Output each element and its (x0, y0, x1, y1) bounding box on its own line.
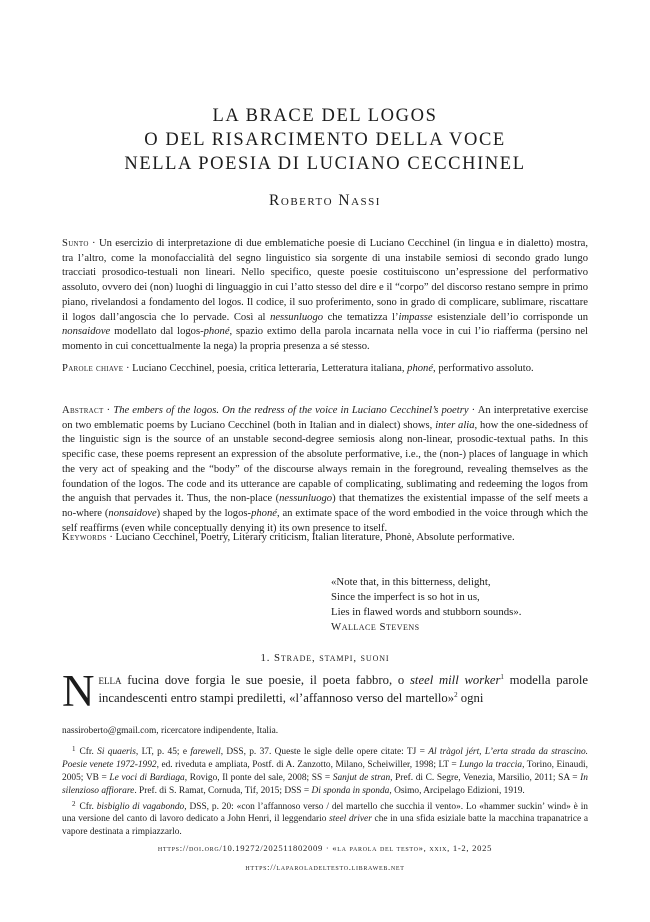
epigraph (331, 575, 521, 635)
footnotes (62, 725, 588, 839)
keywords-label: Keywords (62, 532, 107, 543)
footnote-1-number: 1 (72, 744, 76, 753)
fn1-i5: Le voci di Bardiaga (109, 772, 185, 783)
body-text-1: fucina dove forgia le sue poesie, il poeta fabbro, o (121, 673, 410, 687)
fn1-i3: Al tràgol jért, L’erta strada da strascino. Poesie venete 1972-1992 (62, 746, 588, 770)
parole-chiave-text-2: , performativo assoluto. (433, 363, 534, 374)
fn1-i2: farewell (190, 746, 221, 757)
sunto-label: Sunto (62, 238, 89, 249)
sunto-text-3: esistenziale dell’io corrisponde un (432, 311, 588, 323)
fn1-i4: Lungo la traccia (459, 759, 523, 770)
sunto-italic-3: nonsaidove (62, 326, 111, 338)
fn2-b: , DSS, p. 20: «con l’affannoso verso / del martello che succhia il vento». Lo «hammer suckin’ wind» è in una versione del canto di lavoro dedicato a John Henri, il leggendario (62, 801, 588, 825)
body-text-2: modella parole incandescenti entro stampi prediletti, «l’affannoso verso del martello» (98, 673, 588, 705)
fn1-f: , Rovigo, Il ponte del sale, 2008; SS = (184, 772, 333, 783)
fn1-i1: Si quaeris (97, 746, 136, 757)
body-text-3: ogni (457, 691, 484, 705)
section-heading: 1. Strade, stampi, suoni (260, 652, 390, 664)
sunto-text-1: Un esercizio di interpretazione di due emblematiche poesie di Luciano Cecchinel (in lingua e in dialetto) mostra, tra l’altro, come la monofaccialità del segno linguistico sia sorgente di una instabile semiosi di secondo grado lungo tracciati prosodico-testuali non lineari. Nello specifico, queste poesie costituiscono un’espressione del performativo assoluto, ovvero dei (non) luoghi di linguaggio in cui l’atto stesso del dire e il “corpo” del discorso restano sempre in primo piano, rivelandosi a fondamento del logos. Il codice, il suo proferimento, sono in grado di complicare, sublimare, riscattare il logos dall’angoscia che lo pervade. Così al (62, 238, 588, 323)
footnote-ref-1[interactable]: 1 (500, 673, 504, 681)
body-italic-1: steel mill worker (409, 673, 501, 687)
sunto-block (62, 237, 588, 355)
fn1-a: Cfr. (79, 746, 98, 757)
abstract-text-3: ) that thematizes the existential impasse of the self meets a no-where ( (62, 493, 588, 519)
abstract-text-4: ) shaped by the logos- (156, 507, 252, 519)
keywords-block (62, 531, 588, 546)
sunto-text-2: che tematizza l’ (323, 311, 399, 323)
epigraph-line-2: Since the imperfect is so hot in us, (331, 590, 480, 603)
fn2-c: che in una sfida esiziale batte la macchina trapanatrice a vapore destinata a rimpiazzarlo. (62, 814, 589, 838)
keywords-sep: · (106, 532, 116, 543)
fn1-j: , Osimo, Arcipelago Edizioni, 1919. (389, 785, 525, 796)
sunto-italic-2: impasse (398, 311, 433, 323)
author-email[interactable]: nassiroberto@gmail.com, ricercatore indipendente, Italia. (62, 726, 279, 736)
abstract-italic-1: inter alia (435, 419, 475, 431)
title-line-3: NELLA POESIA DI LUCIANO CECCHINEL (124, 154, 526, 174)
parole-chiave-sep: · (123, 363, 133, 374)
parole-chiave-text-1: Luciano Cecchinel, poesia, critica letteraria, Letteratura italiana, (132, 363, 408, 374)
footnote-1 (62, 743, 588, 798)
fn2-i2: steel driver (329, 814, 372, 825)
fn1-i8: Di sponda in sponda (311, 785, 390, 796)
abstract-text-2: , how the one-sidedness of the linguistic sign is the source of an unstable second-degree semiosis along non-linear, prosodic-textual paths. In this specific case, these poems represent an expression of the absolute performative, i.e., the (non-) places of language in which the very act of speaking and the “body” of the discourse always remain in the foreground, revealing themselves as the foundation of the logos. The code and its utterance are capable of complicating, sublimating and redeeming the logos from the anguish that pervades it. Thus, the non-place ( (62, 419, 589, 505)
abstract-italic-3: nonsaidove (108, 507, 157, 519)
article-author (62, 192, 588, 210)
sunto-italic-1: nessunluogo (270, 311, 324, 323)
abstract-text-1: · An interpretative exercise on two emblematic poems by Luciano Cecchinel (both in Italian and in dialect) shows, (62, 405, 589, 431)
abstract-sep: · (103, 405, 114, 416)
parole-chiave-block (62, 362, 588, 377)
abstract-italic-4: phoné (251, 507, 277, 519)
fn1-i7: In silenzioso affiorare (62, 772, 588, 796)
fn1-c: , DSS, p. 37. Queste le sigle delle opere citate: TJ = (220, 746, 429, 757)
fn1-b: , LT, p. 45; e (135, 746, 191, 757)
title-line-2: O DEL RISARCIMENTO DELLA VOCE (144, 130, 506, 150)
body-text (62, 666, 588, 716)
footnote-ref-2[interactable]: 2 (454, 691, 458, 699)
abstract-block (62, 404, 588, 536)
fn1-d: , ed. riveduta e ampliata, Postf. di A. Zanzotto, Milano, Scheiwiller, 1998; LT = (156, 759, 460, 770)
footnote-2-number: 2 (72, 799, 76, 808)
epigraph-line-3: Lies in flawed words and stubborn sounds». (331, 605, 522, 618)
fn2-i1: bisbiglio di vagabondo (96, 801, 185, 812)
epigraph-author: Wallace Stevens (331, 621, 420, 634)
fn1-i6: Sanjut de stran (332, 772, 391, 783)
fn1-e: , Torino, Einaudi, 2005; VB = (62, 759, 588, 783)
parole-chiave-italic: phoné (407, 363, 434, 374)
parole-chiave-label: Parole chiave (62, 363, 124, 374)
title-line-1: LA BRACE DEL LOGOS (212, 106, 438, 126)
footnote-2 (62, 798, 588, 840)
footer-website-line[interactable]: https://laparoladeltesto.libraweb.net (245, 862, 405, 872)
abstract-label: Abstract (62, 405, 104, 416)
article-title (62, 104, 588, 176)
sunto-text-4: modellato dal logos- (110, 326, 204, 338)
abstract-english-title: The embers of the logos. On the redress of the voice in Luciano Cecchinel’s poetry (113, 405, 469, 416)
abstract-text-5: , an extimate space of the word embodied in the voice through which the self reaffirms (even while conceptually denying it) its own presence to itself. (62, 507, 588, 534)
drop-cap: N (62, 666, 95, 716)
sunto-text-5: , spazio extimo della parola incarnata nella voce in cui l’io riafferma (persino nel momento in cui concettualmente la nega) la propria presenza a sé stesso. (62, 326, 588, 352)
body-smallcaps: ella (98, 673, 122, 687)
author-name: Roberto Nassi (269, 192, 381, 209)
footer-doi-line[interactable]: https://doi.org/10.19272/202511802009 · «la parola del testo», xxix, 1-2, 2025 (157, 843, 493, 853)
abstract-italic-2: nessunluogo (279, 493, 333, 505)
fn1-g: , Pref. di C. Segre, Venezia, Marsilio, 2011; SA = (390, 772, 581, 783)
fn2-a: Cfr. (79, 801, 97, 812)
sunto-sep: · (88, 238, 99, 249)
sunto-italic-4: phoné (203, 326, 230, 338)
fn1-h: . Pref. di S. Ramat, Cornuda, Tif, 2015; DSS = (134, 785, 312, 796)
epigraph-line-1: «Note that, in this bitterness, delight, (331, 576, 491, 588)
keywords-text: Luciano Cecchinel, Poetry, Literary criticism, Italian literature, Phonè, Absolute performative. (115, 532, 515, 543)
